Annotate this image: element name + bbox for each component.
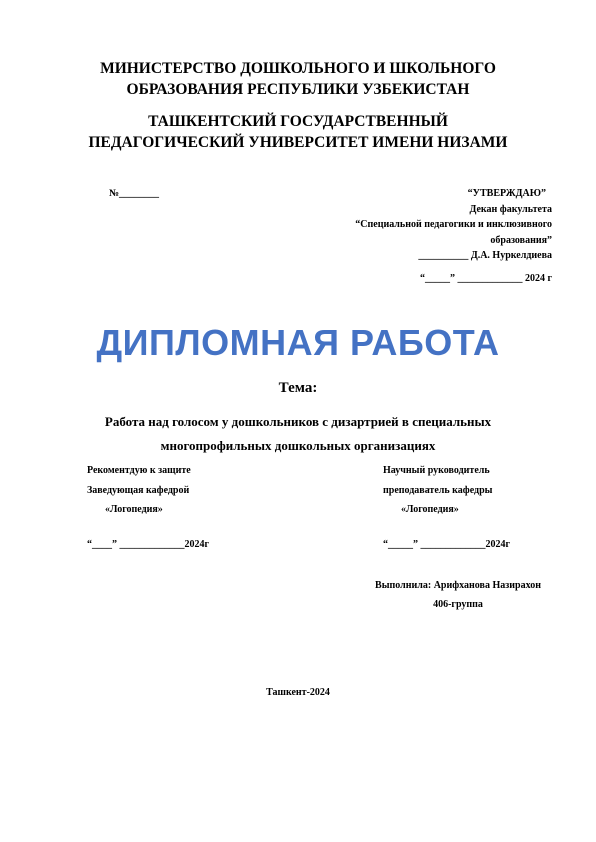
- topic-line-1: Работа над голосом у дошкольников с дизартрией в специальных: [104, 414, 492, 429]
- approval-block: [292, 186, 552, 264]
- city-year: Ташкент-2024: [266, 687, 330, 698]
- approval-date: “_____” _____________ 2024 г: [419, 273, 552, 284]
- ministry-line-2: ОБРАЗОВАНИЯ РЕСПУБЛИКИ УЗБЕКИСТАН: [126, 81, 470, 98]
- approval-title: “УТВЕРЖДАЮ”: [467, 188, 546, 199]
- approval-line-1: Декан факультета: [469, 203, 552, 215]
- ministry-heading: [0, 58, 596, 100]
- supervisor-label: Научный руководитель: [383, 465, 490, 476]
- recommend-label: Рекоментдую к защите: [87, 465, 191, 476]
- university-heading: [0, 111, 596, 153]
- author-block: [330, 576, 586, 614]
- approval-line-2: “Специальной педагогики и инклюзивного: [355, 219, 552, 230]
- supervisor-position: преподаватель кафедры: [383, 484, 493, 496]
- supervisor-department: «Логопедия»: [401, 504, 459, 515]
- department-head-block: [87, 461, 191, 520]
- department-head-date: “____” _____________2024г: [87, 539, 210, 550]
- ministry-line-1: МИНИСТЕРСТВО ДОШКОЛЬНОГО И ШКОЛЬНОГО: [100, 60, 496, 77]
- topic-label: Тема:: [278, 380, 318, 396]
- university-line-1: ТАШКЕНТСКИЙ ГОСУДАРСТВЕННЫЙ: [148, 113, 448, 130]
- approval-signature: __________ Д.А. Нуркелдиева: [418, 250, 552, 261]
- department-name: «Логопедия»: [105, 504, 163, 515]
- author-group: 406-группа: [433, 599, 483, 610]
- topic-line-2: многопрофильных дошкольных организациях: [160, 438, 436, 453]
- department-head-label: Заведующая кафедрой: [87, 484, 190, 496]
- topic-text: [80, 410, 516, 458]
- university-line-2: ПЕДАГОГИЧЕСКИЙ УНИВЕРСИТЕТ ИМЕНИ НИЗАМИ: [88, 134, 508, 151]
- supervisor-date: “_____” _____________2024г: [383, 539, 511, 550]
- supervisor-block: [383, 461, 492, 520]
- document-title: ДИПЛОМНАЯ РАБОТА: [96, 322, 500, 363]
- author-name: Выполнила: Арифханова Назирахон: [375, 580, 541, 591]
- approval-line-3: образования”: [490, 234, 552, 246]
- document-number: №________: [109, 188, 160, 199]
